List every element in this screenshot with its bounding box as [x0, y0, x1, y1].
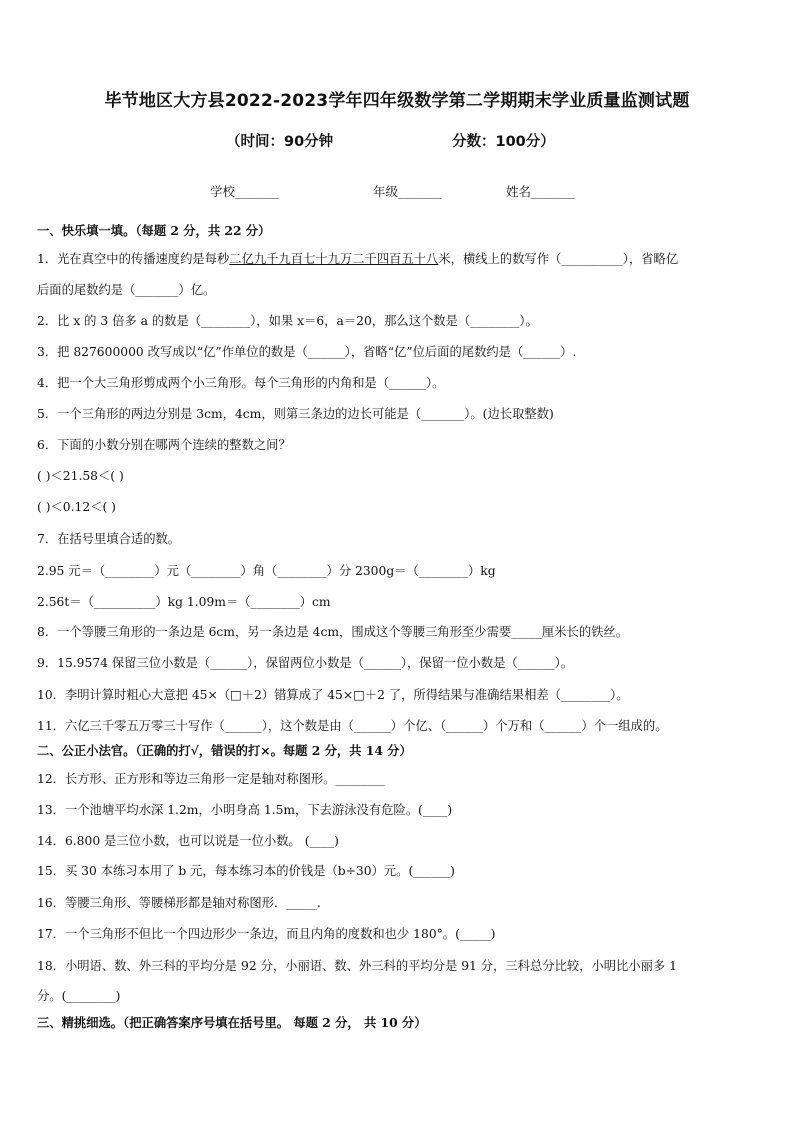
- question-6-b: ( )＜0.12＜( ): [37, 500, 116, 514]
- question-1: [37, 250, 764, 268]
- question-18-continued: 分。(________): [37, 989, 121, 1003]
- grade-field: 年级_______: [373, 184, 442, 199]
- question-1-text: 1．光在真空中的传播速度约是每秒: [37, 252, 230, 266]
- question-12: 12．长方形、正方形和等边三角形一定是轴对称图形。________: [37, 772, 385, 786]
- question-13: 13．一个池塘平均水深 1.2m，小明身高 1.5m，下去游泳没有危险。(____): [37, 803, 453, 817]
- exam-time: （时间：90分钟: [226, 134, 334, 150]
- section-3-heading: 三、精挑细选。（把正确答案序号填在括号里。 每题 2 分， 共 10 分）: [37, 1015, 427, 1030]
- question-1-text-end: 米，横线上的数写作（__________），省略亿: [438, 252, 679, 266]
- question-1-underlined: 二亿九千九百七十九万二千四百五十八: [229, 252, 439, 266]
- question-6: 6．下面的小数分别在哪两个连续的整数之间？: [37, 438, 291, 452]
- question-18: 18．小明语、数、外三科的平均分是 92 分，小丽语、数、外三科的平均分是 91 分，三科总分比较，小明比小丽多 1: [37, 959, 677, 973]
- question-4: 4．把一个大三角形剪成两个小三角形。每个三角形的内角和是（______）。: [37, 376, 445, 390]
- question-7: 7．在括号里填合适的数。: [37, 532, 181, 546]
- question-6-a: ( )＜21.58＜( ): [37, 469, 124, 483]
- question-17: 17．一个三角形不但比一个四边形少一条边，而且内角的度数和也少 180°。(_____): [37, 927, 496, 941]
- question-3: 3．把 827600000 改写成以“亿”作单位的数是（______），省略“亿”位后面的尾数约是（______）.: [37, 345, 577, 359]
- section-2-heading: 二、公正小法官。（正确的打√，错误的打×。每题 2 分，共 14 分）: [37, 743, 412, 758]
- question-7-b: 2.56t＝（__________）kg 1.09m＝（________）cm: [37, 595, 331, 609]
- question-16: 16．等腰三角形、等腰梯形都是轴对称图形．_____.: [37, 896, 321, 910]
- name-field: 姓名_______: [506, 184, 575, 199]
- school-field: 学校_______: [210, 184, 279, 199]
- question-15: 15．买 30 本练习本用了 b 元，每本练习本的价钱是（b÷30）元。(______): [37, 864, 455, 878]
- question-9: 9．15.9574 保留三位小数是（______），保留两位小数是（______），保留一位小数是（______）。: [37, 656, 574, 670]
- question-2: 2．比 x 的 3 倍多 a 的数是（________），如果 x＝6，a＝20，那么这个数是（________）。: [37, 314, 538, 328]
- exam-score: 分数：100分）: [452, 134, 555, 150]
- question-1-continued: 后面的尾数约是（_______）亿。: [37, 283, 216, 297]
- section-1-heading: 一、快乐填一填。（每题 2 分，共 22 分）: [37, 223, 271, 238]
- question-7-a: 2.95 元＝（________）元（________）角（________）分 2300g＝（________）kg: [37, 564, 496, 578]
- question-5: 5．一个三角形的两边分别是 3cm，4cm，则第三条边的边长可能是（_______）。(边长取整数): [37, 407, 554, 421]
- question-14: 14．6.800 是三位小数，也可以说是一位小数。 (____): [37, 834, 339, 848]
- page-title: 毕节地区大方县2022-2023学年四年级数学第二学期期末学业质量监测试题: [104, 91, 690, 111]
- question-11: 11．六亿三千零五万零三十写作（______），这个数是由（______）个亿、（______）个万和（______）个一组成的。: [37, 719, 668, 733]
- question-10: 10．李明计算时粗心大意把 45×（□＋2）错算成了 45×□＋2 了，所得结果与准确结果相差（________）。: [37, 688, 629, 702]
- question-8: 8．一个等腰三角形的一条边是 6cm，另一条边是 4cm，围成这个等腰三角形至少需要_____厘米长的铁丝。: [37, 625, 629, 639]
